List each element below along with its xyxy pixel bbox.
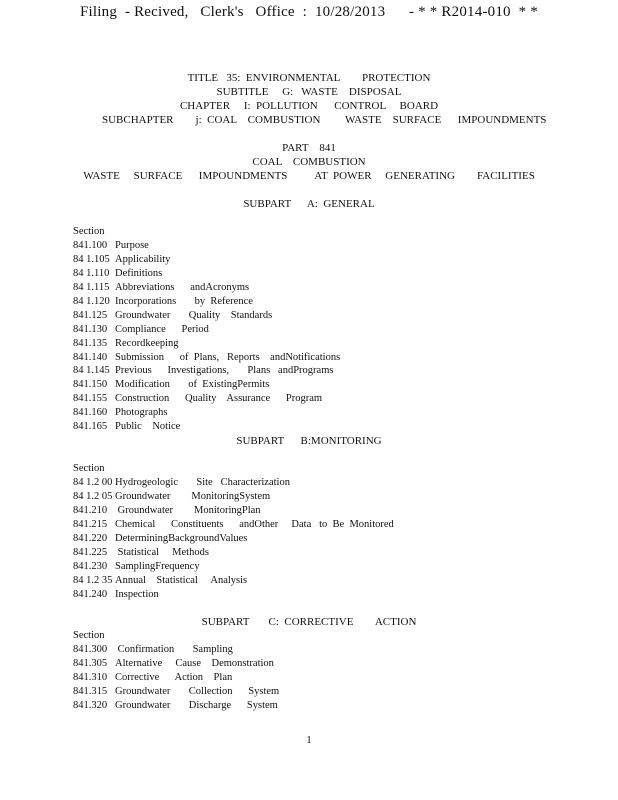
section-entry xyxy=(73,267,340,281)
section-title: Compliance Period xyxy=(115,323,209,335)
section-entry xyxy=(73,671,279,685)
section-title: Definitions xyxy=(115,267,163,279)
section-title: Groundwater Quality Standards xyxy=(115,309,273,321)
filing-stamp-header: Filing - Recived, Clerk's Office : 10/28/2013 - * * R2014-010 * * xyxy=(80,4,538,20)
section-title: Groundwater Discharge System xyxy=(115,699,278,711)
section-title: DeterminingBackgroundValues xyxy=(115,532,248,544)
section-number: 84 1.2 05 xyxy=(73,490,113,502)
section-number: 841.305 xyxy=(73,657,108,669)
section-entry xyxy=(73,281,340,295)
section-entry xyxy=(73,351,340,365)
section-number: 841.155 xyxy=(73,393,108,405)
section-number: 841.230 xyxy=(73,560,108,572)
section-title: Groundwater MonitoringPlan xyxy=(115,504,261,516)
section-title: Inspection xyxy=(115,588,159,600)
section-entry xyxy=(73,323,340,337)
section-title: Submission of Plans, Reports andNotifications xyxy=(115,351,341,363)
section-title: Groundwater Collection System xyxy=(115,685,280,697)
section-title: Chemical Constituents andOther Data to Be Monitored xyxy=(115,518,394,530)
section-entry xyxy=(73,420,340,434)
subpart-b-section-list xyxy=(73,476,394,601)
subpart-b-heading: SUBPART B:MONITORING xyxy=(236,435,382,447)
section-number: 841.300 xyxy=(73,644,108,655)
section-entry xyxy=(73,239,340,253)
section-entry xyxy=(73,309,340,323)
chapter-heading: CHAPTER I: POLLUTION CONTROL BOARD xyxy=(179,100,439,112)
section-title: Purpose xyxy=(115,240,149,251)
section-title: Confirmation Sampling xyxy=(115,644,233,655)
section-entry xyxy=(73,378,340,392)
section-title: Photographs xyxy=(115,407,168,419)
subpart-c-section-label: Section xyxy=(73,630,105,641)
section-title: Previous Investigations, Plans andPrograms xyxy=(115,365,334,377)
section-number: 84 1.2 35 xyxy=(73,574,113,586)
section-title: Corrective Action Plan xyxy=(115,671,233,683)
section-entry xyxy=(73,337,340,351)
section-entry xyxy=(73,392,340,406)
section-number: 841.220 xyxy=(73,532,108,544)
section-entry xyxy=(73,699,279,713)
subpart-a-heading: SUBPART A: GENERAL xyxy=(243,198,375,210)
section-number: 841.315 xyxy=(73,685,108,697)
section-number: 84 1.115 xyxy=(73,281,110,293)
section-entry xyxy=(73,657,279,671)
subpart-b-section-label: Section xyxy=(73,463,105,474)
section-entry xyxy=(73,560,394,574)
section-title: Incorporations by Reference xyxy=(115,295,253,307)
section-entry xyxy=(73,643,279,657)
section-title: Hydrogeologic Site Characterization xyxy=(115,477,290,488)
section-entry xyxy=(73,253,340,267)
section-entry xyxy=(73,490,394,504)
section-title: Modification of ExistingPermits xyxy=(115,379,270,391)
section-number: 841.160 xyxy=(73,407,108,419)
section-entry xyxy=(73,295,340,309)
section-title: Statistical Methods xyxy=(115,546,209,558)
section-number: 841.100 xyxy=(73,240,108,251)
section-title: Applicability xyxy=(115,253,171,265)
section-entry xyxy=(73,685,279,699)
part-title-line-2: WASTE SURFACE IMPOUNDMENTS AT POWER GENERATING FACILITIES xyxy=(83,170,535,182)
section-title: SamplingFrequency xyxy=(115,560,200,572)
section-number: 84 1.105 xyxy=(73,253,110,265)
page-number: 1 xyxy=(306,734,312,746)
section-entry xyxy=(73,546,394,560)
section-number: 84 1.120 xyxy=(73,295,110,307)
subpart-a-section-list xyxy=(73,239,340,434)
section-number: 84 1.145 xyxy=(73,365,110,377)
section-title: Public Notice xyxy=(115,421,181,433)
subtitle-heading: SUBTITLE G: WASTE DISPOSAL xyxy=(216,86,402,98)
title-heading: TITLE 35: ENVIRONMENTAL PROTECTION xyxy=(187,72,431,84)
part-number: PART 841 xyxy=(282,142,336,154)
section-number: 841.135 xyxy=(73,337,108,349)
section-number: 841.210 xyxy=(73,504,108,516)
section-entry xyxy=(73,574,394,588)
subpart-c-heading: SUBPART C: CORRECTIVE ACTION xyxy=(201,616,417,628)
part-title-line-1: COAL COMBUSTION xyxy=(252,156,366,168)
section-number: 841.320 xyxy=(73,699,108,711)
section-title: Annual Statistical Analysis xyxy=(115,574,248,586)
section-number: 84 1.110 xyxy=(73,267,110,279)
section-number: 841.310 xyxy=(73,671,108,683)
section-title: Abbreviations andAcronyms xyxy=(115,281,250,293)
section-entry xyxy=(73,588,394,602)
section-entry xyxy=(73,518,394,532)
subpart-c-section-list xyxy=(73,643,279,713)
section-entry xyxy=(73,504,394,518)
section-number: 841.140 xyxy=(73,351,108,363)
section-number: 841.130 xyxy=(73,323,108,335)
section-number: 841.225 xyxy=(73,546,108,558)
section-number: 841.150 xyxy=(73,379,108,391)
section-number: 841.125 xyxy=(73,309,108,321)
section-title: Construction Quality Assurance Program xyxy=(115,393,323,405)
subchapter-heading: SUBCHAPTER j: COAL COMBUSTION WASTE SURFACE IMPOUNDMENTS xyxy=(102,114,547,126)
subpart-a-section-label: Section xyxy=(73,226,105,237)
section-title: Alternative Cause Demonstration xyxy=(115,657,274,669)
section-number: 841.165 xyxy=(73,421,108,433)
section-entry xyxy=(73,532,394,546)
section-entry xyxy=(73,406,340,420)
section-title: Recordkeeping xyxy=(115,337,179,349)
section-number: 841.215 xyxy=(73,518,108,530)
section-number: 84 1.2 00 xyxy=(73,477,113,488)
section-title: Groundwater MonitoringSystem xyxy=(115,490,271,502)
section-entry xyxy=(73,476,394,490)
section-number: 841.240 xyxy=(73,588,108,600)
section-entry xyxy=(73,364,340,378)
